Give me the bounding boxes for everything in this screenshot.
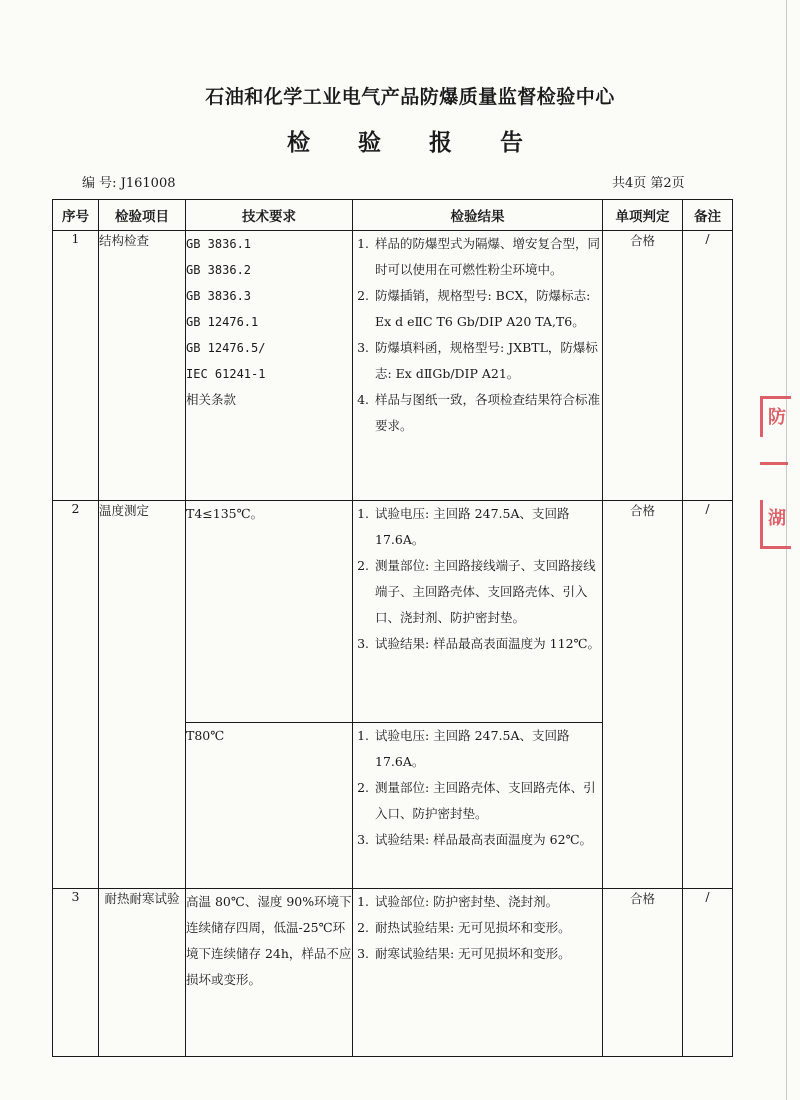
result-item: 3. 试验结果: 样品最高表面温度为 62℃。 (373, 827, 602, 853)
report-title: 检 验 报 告 (286, 130, 544, 156)
requirement-line: GB 12476.1 (186, 315, 259, 329)
header-item: 检验项目 (99, 200, 186, 231)
result-list (353, 723, 602, 853)
row-requirement: T4≤135℃。 (186, 501, 353, 723)
row-item: 结构检查 (99, 231, 186, 501)
row-judgment: 合格 (603, 501, 683, 889)
requirement-line: GB 3836.2 (186, 263, 252, 277)
result-item: 1. 试验部位: 防护密封垫、浇封剂。 (373, 889, 602, 915)
table-row (53, 501, 733, 723)
result-item: 2. 测量部位: 主回路接线端子、支回路接线端子、主回路壳体、支回路壳体、引入口、浇封剂、防护密封垫。 (373, 553, 602, 631)
row-requirements (186, 231, 353, 501)
requirement-line: 相关条款 (186, 392, 237, 407)
row-results (353, 723, 603, 889)
row-requirement: T80℃ (186, 723, 353, 889)
seal-fragment: 湖 (760, 500, 791, 549)
row-remark: / (683, 889, 733, 1057)
row-remark: / (683, 501, 733, 889)
requirement-line: IEC 61241-1 (186, 367, 266, 381)
inspection-table (52, 199, 733, 1057)
result-item: 1. 试验电压: 主回路 247.5A、支回路 17.6A。 (373, 723, 602, 775)
organization-title: 石油和化学工业电气产品防爆质量监督检验中心 (205, 86, 615, 108)
row-results (353, 231, 603, 501)
result-item: 1. 试验电压: 主回路 247.5A、支回路 17.6A。 (373, 501, 602, 553)
row-requirement: 高温 80℃、湿度 90%环境下连续储存四周，低温-25℃环境下连续储存 24h，样品不应损坏或变形。 (186, 889, 353, 1057)
result-item: 4. 样品与图纸一致，各项检查结果符合标准要求。 (373, 387, 602, 439)
header-requirement: 技术要求 (186, 200, 353, 231)
table-header-row (53, 200, 733, 231)
row-results (353, 501, 603, 723)
header-remark: 备注 (683, 200, 733, 231)
result-item: 1. 样品的防爆型式为隔爆、增安复合型，同时可以使用在可燃性粉尘环境中。 (373, 231, 602, 283)
header-no: 序号 (53, 200, 99, 231)
report-number-value: J161008 (120, 176, 176, 191)
result-list (353, 501, 602, 657)
result-item: 3. 试验结果: 样品最高表面温度为 112℃。 (373, 631, 602, 657)
result-item: 2. 耐热试验结果: 无可见损坏和变形。 (373, 915, 602, 941)
page-info: 共4页 第2页 (612, 176, 685, 191)
row-item: 温度测定 (99, 501, 186, 889)
report-number (82, 172, 176, 191)
row-remark: / (683, 231, 733, 501)
row-no: 2 (53, 501, 99, 889)
row-item: 耐热耐寒试验 (99, 889, 186, 1057)
row-no: 3 (53, 889, 99, 1057)
result-item: 3. 防爆填料函，规格型号: JXBTL，防爆标志: Ex dⅡGb/DIP A21。 (373, 335, 602, 387)
row-judgment: 合格 (603, 231, 683, 501)
result-item: 2. 测量部位: 主回路壳体、支回路壳体、引入口、防护密封垫。 (373, 775, 602, 827)
header-result: 检验结果 (353, 200, 603, 231)
result-list (353, 889, 602, 967)
row-no: 1 (53, 231, 99, 501)
row-results (353, 889, 603, 1057)
seal-fragment: 防 (760, 396, 791, 437)
result-list (353, 231, 602, 439)
header-judgment: 单项判定 (603, 200, 683, 231)
requirement-line: GB 3836.1 (186, 237, 252, 251)
row-judgment: 合格 (603, 889, 683, 1057)
result-item: 3. 耐寒试验结果: 无可见损坏和变形。 (373, 941, 602, 967)
requirement-line: GB 3836.3 (186, 289, 252, 303)
requirement-line: GB 12476.5/ (186, 341, 266, 355)
report-number-label: 编 号: (82, 176, 117, 191)
table-row (53, 231, 733, 501)
result-item: 2. 防爆插销，规格型号: BCX，防爆标志: Ex d eⅡC T6 Gb/DIP A20 TA,T6。 (373, 283, 602, 335)
page-edge-line (786, 0, 787, 1100)
seal-fragment-mark (760, 462, 788, 479)
table-row (53, 889, 733, 1057)
